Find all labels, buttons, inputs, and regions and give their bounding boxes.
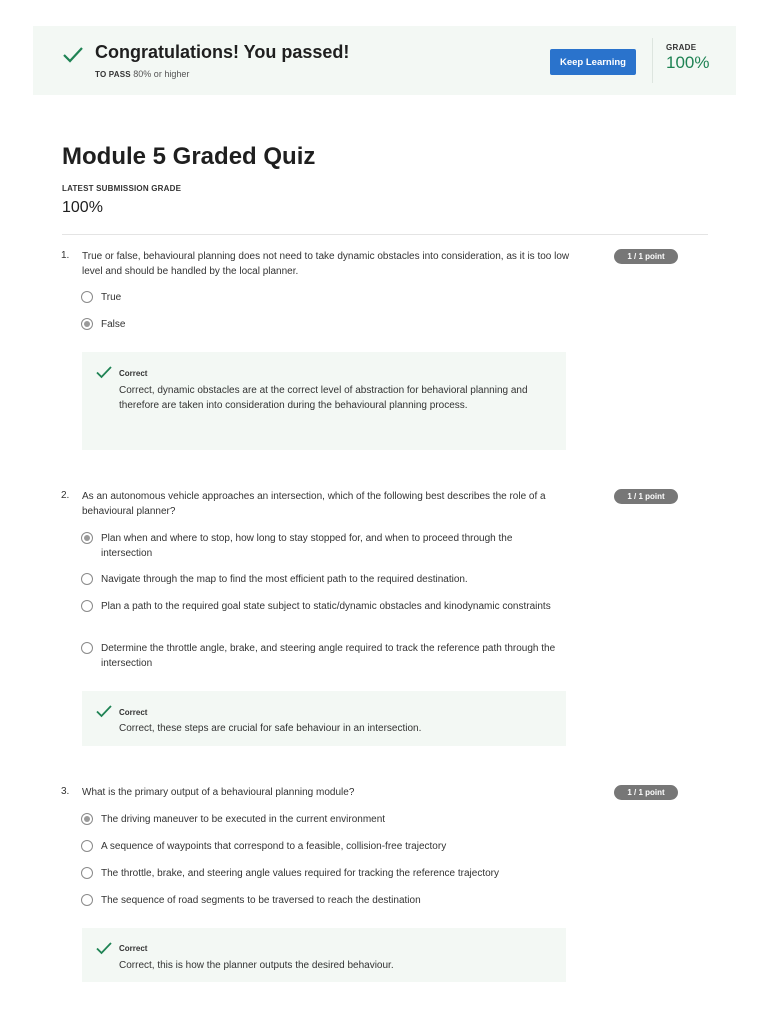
question-number: 3. (61, 786, 70, 797)
option-label: The driving maneuver to be executed in the current environment (101, 814, 386, 825)
option-road-segments[interactable] (81, 893, 561, 908)
to-pass-value: 80% or higher (133, 69, 190, 79)
option-label: Plan a path to the required goal state subject to static/dynamic obstacles and kinodynamic constraints (101, 601, 551, 612)
feedback-label: Correct (119, 708, 148, 717)
question-text: True or false, behavioural planning does not need to take dynamic obstacles into consideration, as it is too low level and should be handled by the local planner. (82, 251, 570, 277)
check-icon (96, 366, 112, 379)
points-badge: 1 / 1 point (614, 489, 678, 504)
question-number: 1. (61, 250, 70, 261)
question-text: What is the primary output of a behavioural planning module? (82, 787, 355, 798)
option-plan-path[interactable] (81, 599, 561, 614)
check-icon (62, 46, 84, 64)
radio-button[interactable] (81, 291, 93, 303)
option-throttle[interactable] (81, 641, 561, 671)
page-title: Module 5 Graded Quiz (62, 143, 316, 170)
points-badge: 1 / 1 point (614, 785, 678, 800)
option-label: Navigate through the map to find the most efficient path to the required destination. (101, 574, 468, 585)
submission-grade-label: LATEST SUBMISSION GRADE (62, 184, 182, 193)
option-throttle-values[interactable] (81, 866, 561, 881)
option-false[interactable] (81, 317, 561, 332)
feedback-label: Correct (119, 944, 148, 953)
passed-banner (33, 26, 736, 95)
option-label: False (101, 319, 126, 330)
points-badge: 1 / 1 point (614, 249, 678, 264)
question-text: As an autonomous vehicle approaches an intersection, which of the following best describes the role of a behavioural planner? (82, 491, 546, 517)
radio-button[interactable] (81, 840, 93, 852)
feedback-text: Correct, dynamic obstacles are at the correct level of abstraction for behavioral planning and therefore are taken into consideration during the behavioural planning process. (119, 385, 528, 411)
option-waypoints[interactable] (81, 839, 561, 854)
divider (62, 234, 708, 235)
to-pass-label: TO PASS (95, 70, 131, 79)
question-number: 2. (61, 490, 70, 501)
banner-title: Congratulations! You passed! (95, 42, 350, 62)
option-plan-stop[interactable] (81, 531, 561, 561)
radio-button[interactable] (81, 532, 93, 544)
submission-grade-value: 100% (62, 199, 103, 216)
radio-button[interactable] (81, 600, 93, 612)
radio-button[interactable] (81, 894, 93, 906)
option-label: True (101, 292, 122, 303)
radio-button[interactable] (81, 642, 93, 654)
to-pass-text (95, 69, 189, 79)
option-label: Plan when and where to stop, how long to stay stopped for, and when to proceed through the intersection (101, 533, 513, 559)
feedback-text: Correct, this is how the planner outputs the desired behaviour. (119, 960, 394, 971)
grade-label: GRADE (666, 43, 697, 52)
feedback-text: Correct, these steps are crucial for safe behaviour in an intersection. (119, 723, 422, 734)
radio-button[interactable] (81, 813, 93, 825)
option-label: Determine the throttle angle, brake, and steering angle required to track the reference path through the intersection (101, 643, 556, 669)
grade-value: 100% (666, 53, 710, 72)
banner-divider (652, 38, 653, 83)
keep-learning-button[interactable]: Keep Learning (550, 49, 636, 75)
radio-button[interactable] (81, 867, 93, 879)
feedback-label: Correct (119, 369, 148, 378)
option-label: The throttle, brake, and steering angle values required for tracking the reference trajectory (101, 868, 499, 879)
check-icon (96, 705, 112, 718)
feedback-box (82, 352, 566, 450)
feedback-box (82, 691, 566, 746)
option-label: A sequence of waypoints that correspond to a feasible, collision-free trajectory (101, 841, 447, 852)
option-driving-maneuver[interactable] (81, 812, 561, 827)
radio-button[interactable] (81, 573, 93, 585)
option-true[interactable] (81, 290, 561, 305)
feedback-box (82, 928, 566, 982)
radio-button[interactable] (81, 318, 93, 330)
option-navigate-map[interactable] (81, 572, 561, 587)
check-icon (96, 942, 112, 955)
option-label: The sequence of road segments to be traversed to reach the destination (101, 895, 421, 906)
